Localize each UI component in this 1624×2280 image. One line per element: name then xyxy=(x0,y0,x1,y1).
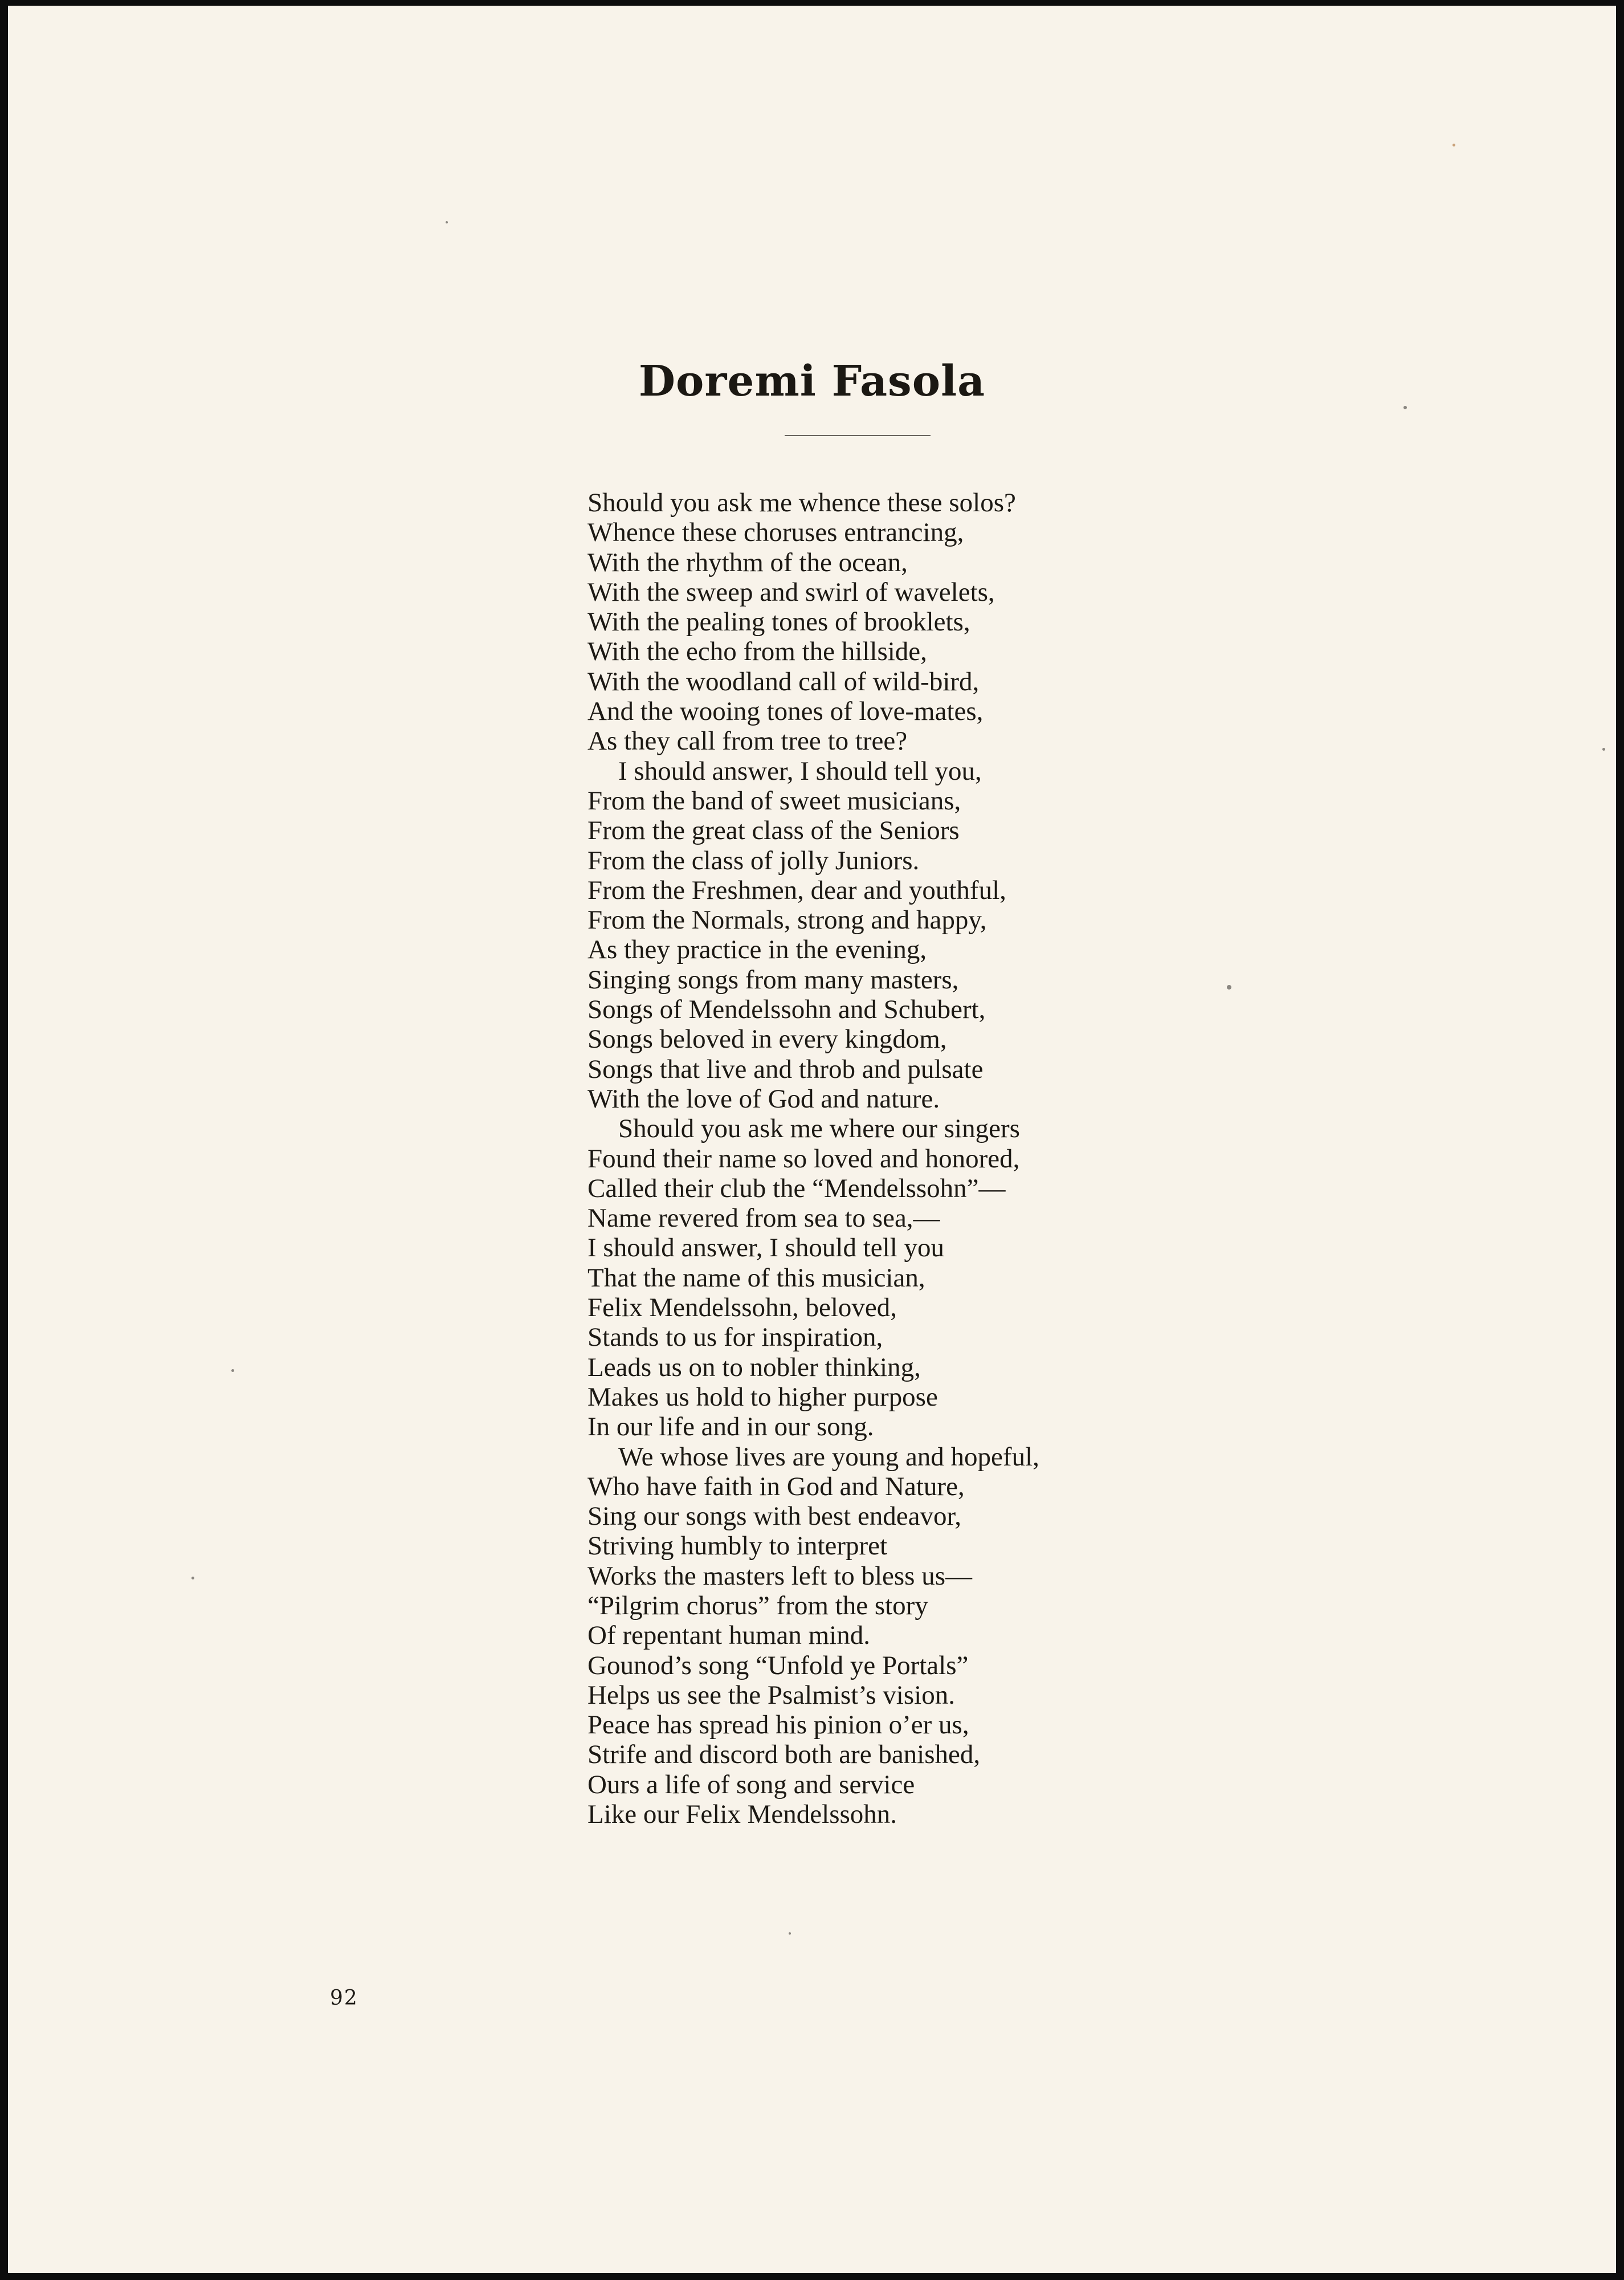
paper-speck xyxy=(1452,144,1455,146)
poem-line: Should you ask me where our singers xyxy=(618,1114,1020,1144)
poem-line: With the pealing tones of brooklets, xyxy=(587,607,970,637)
paper-speck xyxy=(446,221,448,223)
poem-line: Name revered from sea to sea,— xyxy=(587,1203,940,1233)
poem-line: From the band of sweet musicians, xyxy=(587,785,961,816)
poem-line: And the wooing tones of love-mates, xyxy=(587,697,984,727)
paper-speck xyxy=(789,1932,791,1935)
paper-speck xyxy=(1602,748,1605,751)
poem-line: Helps us see the Psalmist’s vision. xyxy=(587,1680,955,1710)
poem-line: Songs of Mendelssohn and Schubert, xyxy=(587,995,986,1025)
paper-speck xyxy=(1403,406,1407,409)
poem-line: From the Freshmen, dear and youthful, xyxy=(587,875,1006,905)
poem-line: Of repentant human mind. xyxy=(587,1621,870,1651)
poem-line: We whose lives are young and hopeful, xyxy=(618,1442,1039,1472)
poem-line: Whence these choruses entrancing, xyxy=(587,518,964,548)
poem-line: Songs beloved in every kingdom, xyxy=(587,1024,947,1054)
poem-title: Doremi Fasola xyxy=(638,356,986,406)
poem-line: Stands to us for inspiration, xyxy=(587,1322,883,1353)
poem-line: With the rhythm of the ocean, xyxy=(587,547,908,577)
poem-line: Ours a life of song and service xyxy=(587,1769,915,1799)
poem-line: As they practice in the evening, xyxy=(587,935,927,965)
poem-line: Like our Felix Mendelssohn. xyxy=(587,1799,897,1830)
poem-line: Makes us hold to higher purpose xyxy=(587,1382,938,1412)
poem-line: From the class of jolly Juniors. xyxy=(587,845,920,876)
poem-line: “Pilgrim chorus” from the story xyxy=(587,1590,928,1621)
poem-line: With the woodland call of wild-bird, xyxy=(587,666,980,697)
poem-line: Sing our songs with best endeavor, xyxy=(587,1501,962,1532)
page-number: 92 xyxy=(330,1986,358,2010)
poem-line: From the Normals, strong and happy, xyxy=(587,905,987,935)
scanned-page xyxy=(8,6,1616,2273)
poem-line: That the name of this musician, xyxy=(587,1263,925,1293)
poem-line: Should you ask me whence these solos? xyxy=(587,488,1016,518)
poem-line: I should answer, I should tell you, xyxy=(618,756,982,786)
poem-line: Who have faith in God and Nature, xyxy=(587,1471,965,1501)
poem-line: Striving humbly to interpret xyxy=(587,1531,888,1561)
poem-line: Peace has spread his pinion o’er us, xyxy=(587,1710,969,1740)
poem-line: Singing songs from many masters, xyxy=(587,964,959,995)
poem-line: Leads us on to nobler thinking, xyxy=(587,1352,921,1382)
poem-line: I should answer, I should tell you xyxy=(587,1233,945,1263)
title-rule xyxy=(785,435,931,436)
poem-line: Strife and discord both are banished, xyxy=(587,1740,981,1770)
paper-speck xyxy=(231,1369,234,1372)
poem-line: From the great class of the Seniors xyxy=(587,816,960,846)
poem-line: Called their club the “Mendelssohn”— xyxy=(587,1173,1006,1203)
poem-line: Gounod’s song “Unfold ye Portals” xyxy=(587,1650,969,1680)
paper-speck xyxy=(191,1577,194,1579)
poem-line: Found their name so loved and honored, xyxy=(587,1143,1020,1174)
poem-line: As they call from tree to tree? xyxy=(587,726,908,756)
poem-line: With the sweep and swirl of wavelets, xyxy=(587,577,995,607)
poem-line: With the echo from the hillside, xyxy=(587,637,927,667)
poem-line: Songs that live and throb and pulsate xyxy=(587,1054,984,1084)
poem-line: Works the masters left to bless us— xyxy=(587,1561,973,1591)
poem-body xyxy=(587,488,1039,1829)
paper-speck xyxy=(1227,985,1231,990)
poem-line: With the love of God and nature. xyxy=(587,1084,940,1114)
poem-line: In our life and in our song. xyxy=(587,1412,874,1442)
poem-line: Felix Mendelssohn, beloved, xyxy=(587,1293,897,1323)
